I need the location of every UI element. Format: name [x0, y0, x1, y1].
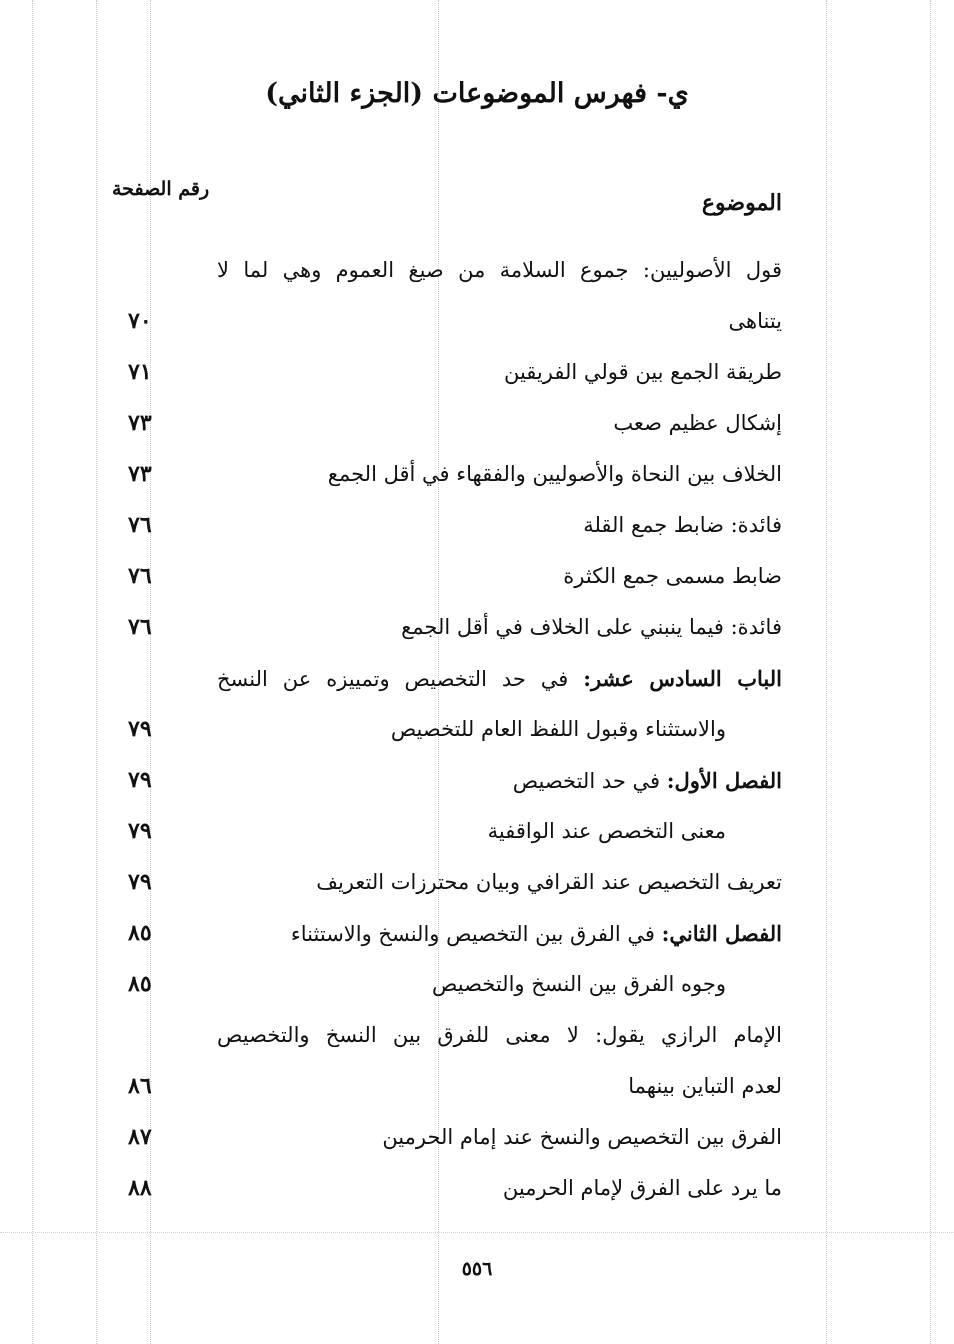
page-column-header: رقم الصفحة: [112, 178, 210, 200]
toc-entry-page: ٧٦: [128, 563, 152, 589]
toc-entry: [110, 398, 782, 449]
toc-entry: [110, 296, 782, 347]
toc-entry-topic: طريقة الجمع بين قولي الفريقين: [503, 360, 782, 384]
toc-entry-topic: [217, 755, 782, 807]
chapter-heading-text: في حد التخصيص وتمييزه عن النسخ: [217, 667, 584, 691]
toc-entry-page: ٨٥: [128, 920, 152, 946]
toc-entry-page: ٨٨: [128, 1175, 152, 1201]
scan-artifact-line: [32, 0, 33, 1344]
toc-entry: [110, 704, 782, 755]
toc-entry: [110, 653, 782, 704]
scan-artifact-line: [930, 0, 931, 1344]
toc-entry-page: ٧٣: [128, 410, 152, 436]
toc-entry-topic: فائدة: ضابط جمع القلة: [583, 513, 782, 537]
toc-entry: [110, 347, 782, 398]
toc-entry-topic: والاستثناء وقبول اللفظ العام للتخصيص: [390, 717, 726, 741]
page-number: ٥٥٦: [461, 1258, 493, 1280]
toc-entry-topic: ضابط مسمى جمع الكثرة: [563, 564, 782, 588]
toc-entry-topic: إشكال عظيم صعب: [613, 411, 782, 435]
toc-entry-page: ٨٦: [128, 1073, 152, 1099]
toc-entry-page: ٧٣: [128, 461, 152, 487]
scan-artifact-line: [0, 1232, 954, 1233]
toc-entry-topic: الإمام الرازي يقول: لا معنى للفرق بين النسخ والتخصيص: [217, 1023, 782, 1047]
toc-entry-page: ٧٠: [128, 308, 152, 334]
toc-entry-page: ٧٩: [128, 818, 152, 844]
topic-column-header: الموضوع: [701, 190, 782, 216]
page-title: ي- فهرس الموضوعات (الجزء الثاني): [265, 78, 689, 109]
toc-entry-topic: وجوه الفرق بين النسخ والتخصيص: [432, 972, 726, 996]
toc-entry-topic: ما يرد على الفرق لإمام الحرمين: [502, 1176, 782, 1200]
toc-entry: [110, 1010, 782, 1061]
toc-entry-topic: قول الأصوليين: جموع السلامة من صيغ العموم وهي لما لا: [217, 258, 782, 282]
toc-entry: [110, 857, 782, 908]
toc-entry: [110, 245, 782, 296]
toc-entry-page: ٨٥: [128, 971, 152, 997]
toc-entry-topic: [217, 908, 782, 960]
toc-entry: [110, 500, 782, 551]
toc-entry-page: ٧٦: [128, 512, 152, 538]
toc-entry-topic: فائدة: فيما ينبني على الخلاف في أقل الجمع: [401, 615, 782, 639]
toc-entry: [110, 908, 782, 959]
toc-entry: [110, 1061, 782, 1112]
section-heading-text: في الفرق بين التخصيص والنسخ والاستثناء: [290, 922, 662, 946]
toc-entry-page: ٧٩: [128, 716, 152, 742]
toc-entry: [110, 755, 782, 806]
toc-entry-page: ٧٦: [128, 614, 152, 640]
toc-entry-topic: الخلاف بين النحاة والأصوليين والفقهاء في أقل الجمع: [327, 462, 782, 486]
chapter-heading: الباب السادس عشر:: [583, 666, 782, 691]
toc-entry: [110, 959, 782, 1010]
toc-entry-page: ٧١: [128, 359, 152, 385]
scan-artifact-line: [826, 0, 827, 1344]
scan-artifact-line: [96, 0, 97, 1344]
toc-entry-topic: [217, 653, 782, 705]
toc-entry: [110, 1163, 782, 1214]
toc-entry-page: ٧٩: [128, 869, 152, 895]
toc-entry: [110, 602, 782, 653]
toc-entry-topic: لعدم التباين بينهما: [628, 1074, 782, 1098]
toc-entry: [110, 1112, 782, 1163]
toc-entry-page: ٧٩: [128, 767, 152, 793]
toc-entry: [110, 806, 782, 857]
toc-entry: [110, 449, 782, 500]
section-heading: الفصل الأول:: [666, 768, 782, 793]
toc-entry-topic: معنى التخصص عند الواقفية: [487, 819, 726, 843]
section-heading-text: في حد التخصيص: [512, 769, 667, 793]
toc-entry-topic: يتناهى: [728, 309, 782, 333]
toc-entry-topic: الفرق بين التخصيص والنسخ عند إمام الحرمين: [382, 1125, 782, 1149]
table-of-contents: [110, 245, 782, 1214]
toc-entry-topic: تعريف التخصيص عند القرافي وبيان محترزات التعريف: [316, 870, 782, 894]
toc-entry: [110, 551, 782, 602]
section-heading: الفصل الثاني:: [661, 921, 782, 946]
toc-entry-page: ٨٧: [128, 1124, 152, 1150]
